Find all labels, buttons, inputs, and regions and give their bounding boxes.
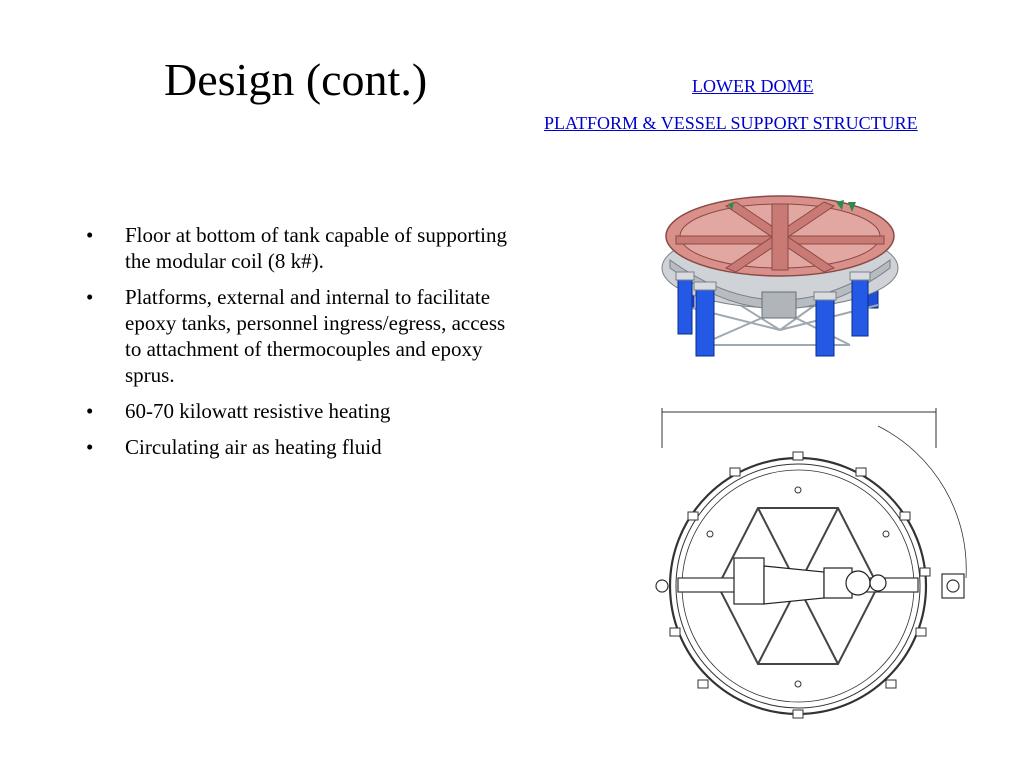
bullet-item-heating xyxy=(86,398,516,424)
platform-support-link[interactable]: PLATFORM & VESSEL SUPPORT STRUCTURE xyxy=(544,113,918,133)
bullet-marker: • xyxy=(86,435,94,459)
slide-title: Design (cont.) xyxy=(164,54,428,105)
bullet-marker: • xyxy=(86,285,94,309)
platform-render-image xyxy=(640,180,916,364)
bullet-text: Floor at bottom of tank capable of supporting the modular coil (8 k#). xyxy=(125,223,508,273)
bullet-text: 60-70 kilowatt resistive heating xyxy=(125,399,391,423)
bullet-item-air xyxy=(86,434,516,460)
lower-dome-link[interactable]: LOWER DOME xyxy=(692,76,814,96)
bullet-list xyxy=(86,222,516,470)
lower-dome-drawing-image xyxy=(648,408,970,722)
bullet-text: Circulating air as heating fluid xyxy=(125,435,382,459)
bullet-item-floor xyxy=(86,222,516,274)
bullet-marker: • xyxy=(86,399,94,423)
bullet-text: Platforms, external and internal to facilitate epoxy tanks, personnel ingress/egress, access to attachment of thermocouples and epoxy sprus. xyxy=(125,285,506,387)
bullet-item-platforms xyxy=(86,284,516,388)
bullet-marker: • xyxy=(86,223,94,247)
